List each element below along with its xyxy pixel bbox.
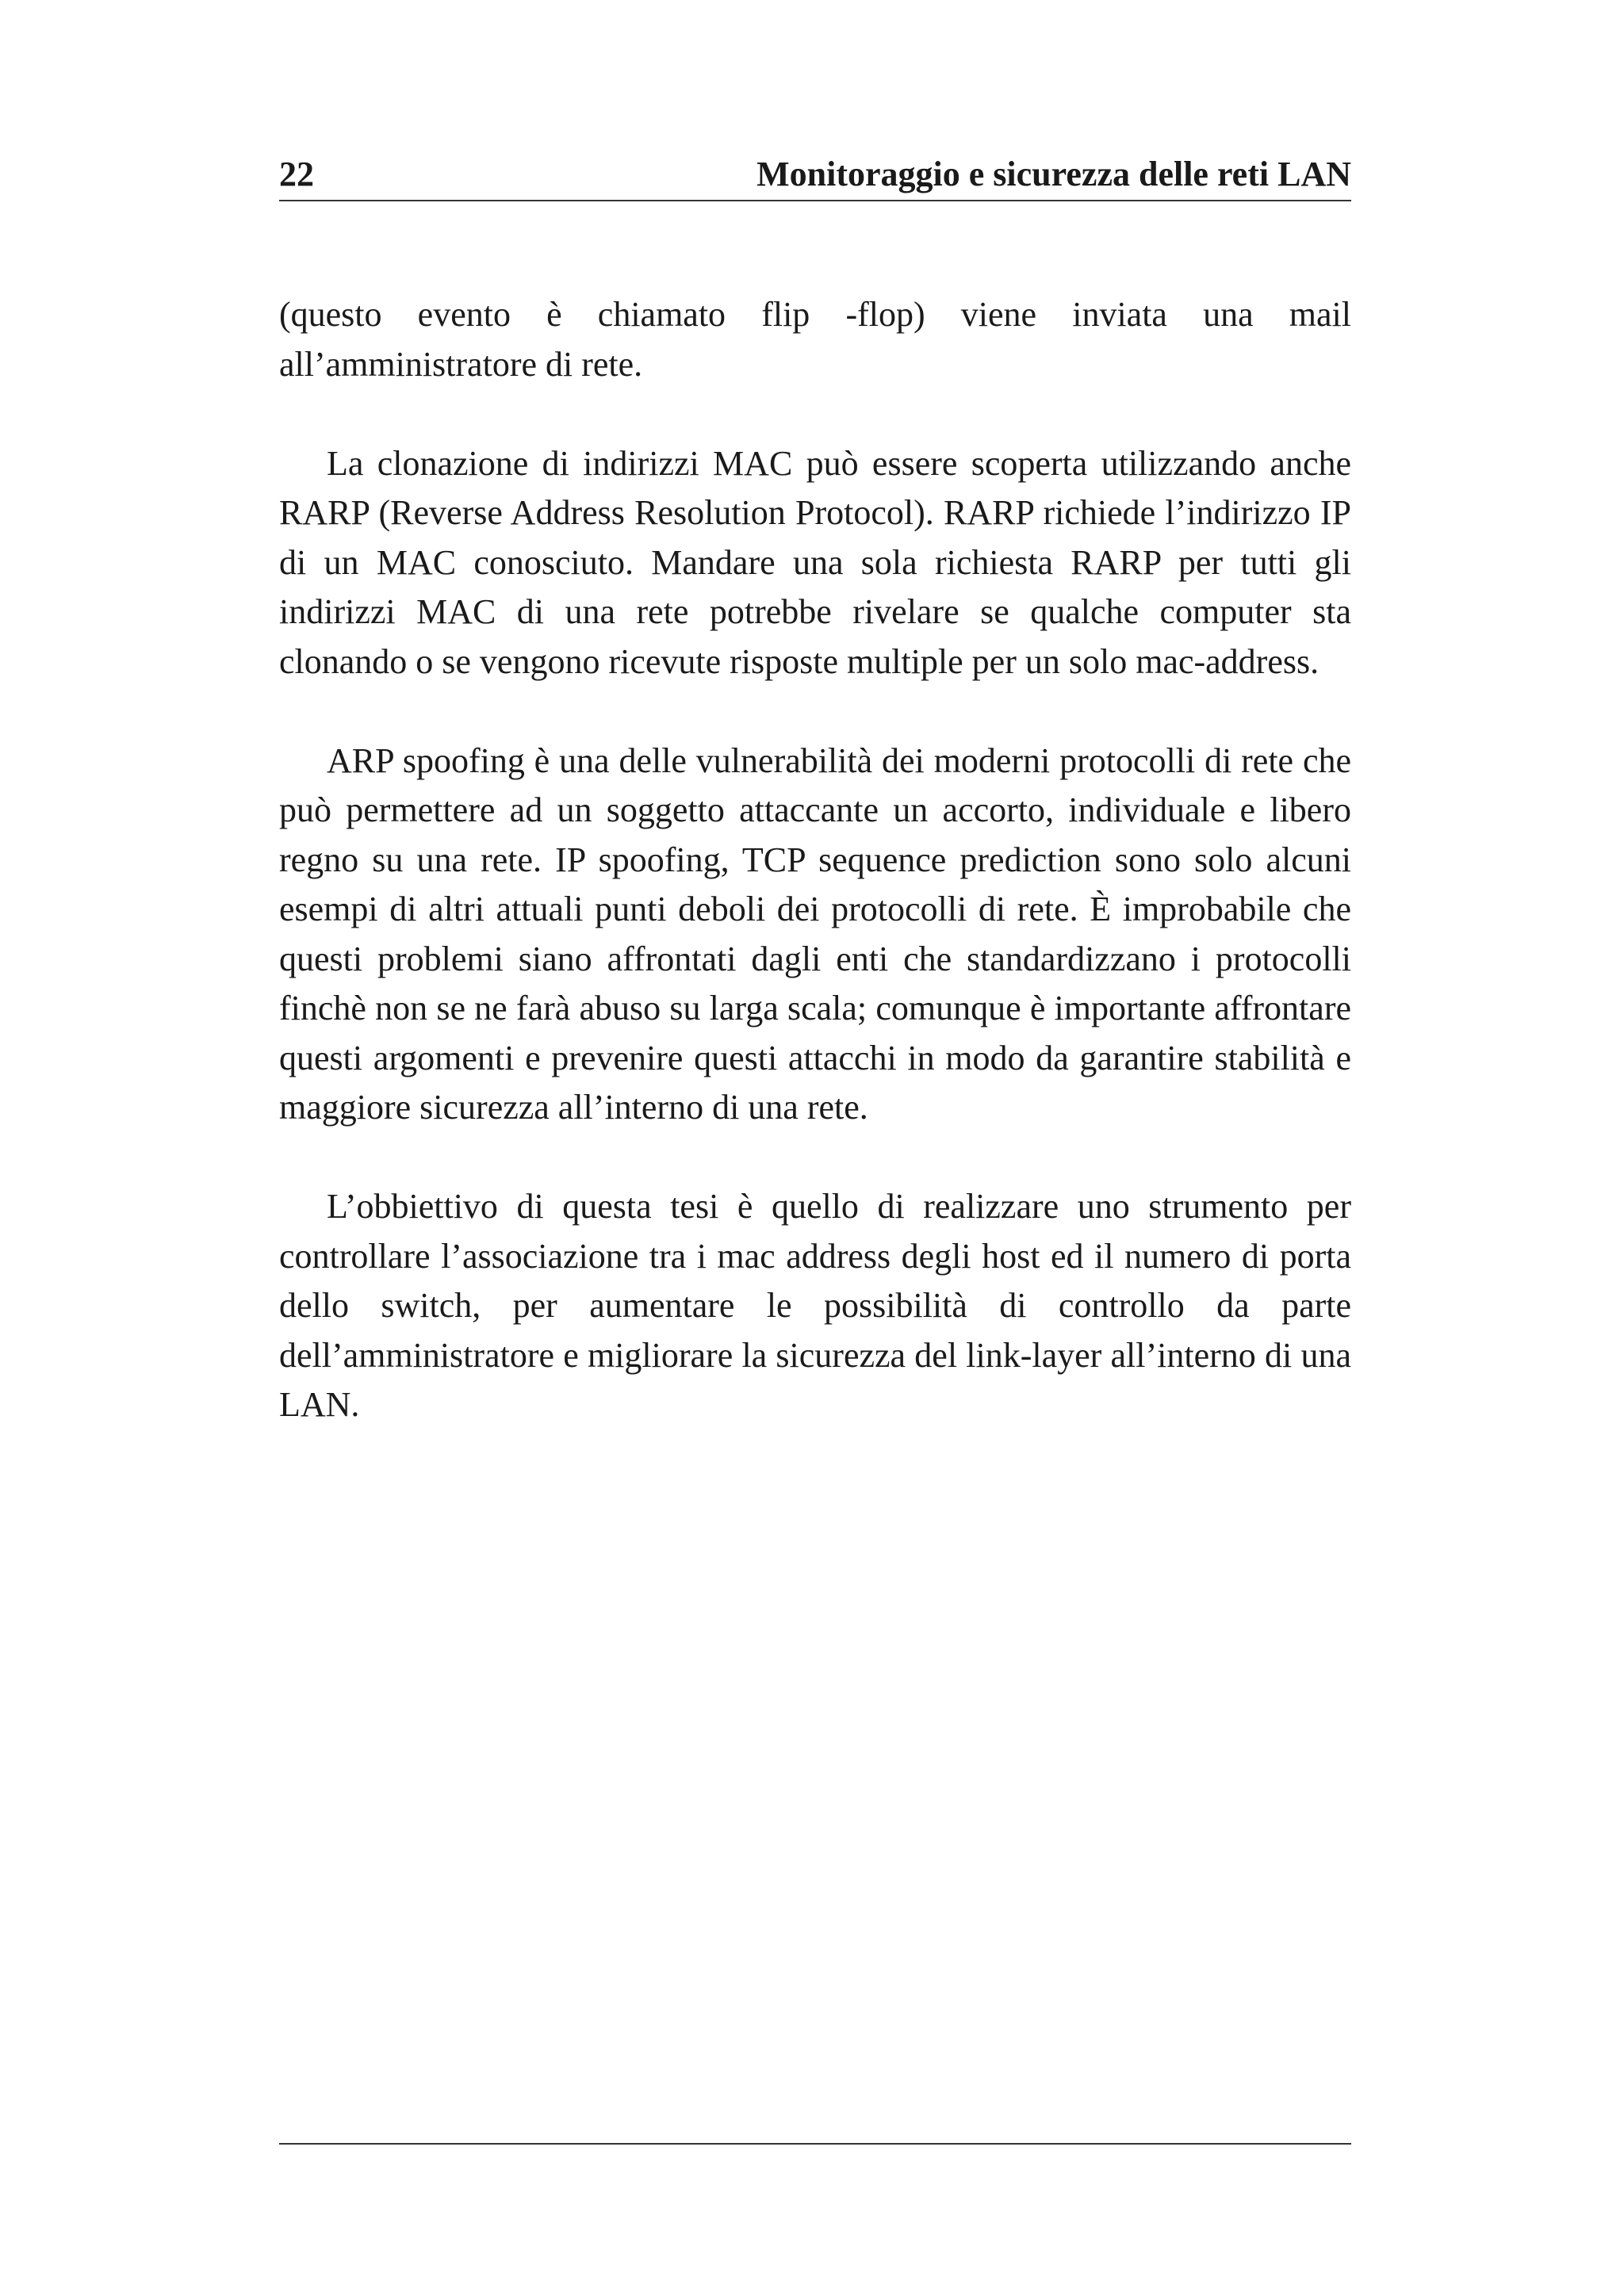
paragraph-thesis-objective: L’obbiettivo di questa tesi è quello di realizzare uno strumento per controllare l’associazione tra i mac address degli host ed il numero di porta dello switch, per aumentare le possibilità di controllo da parte dell’amministratore e migliorare la sicurezza del link-layer all’interno di una LAN.	[279, 1187, 1351, 1424]
body-text	[279, 290, 1351, 1479]
running-title: Monitoraggio e sicurezza delle reti LAN	[756, 155, 1351, 193]
paragraph-mac-cloning: La clonazione di indirizzi MAC può essere scoperta utilizzando anche RARP (Reverse Address Resolution Protocol). RARP richiede l’indirizzo IP di un MAC conosciuto. Mandare una sola richiesta RARP per tutti gli indirizzi MAC di una rete potrebbe rivelare se qualche computer sta clonando o se vengono ricevute risposte multiple per un solo mac-address.	[279, 443, 1351, 681]
footer-rule	[279, 2143, 1351, 2145]
running-header	[279, 155, 1351, 201]
paragraph-arp-spoofing: ARP spoofing è una delle vulnerabilità dei moderni protocolli di rete che può permettere ad un soggetto attaccante un accorto, individuale e libero regno su una rete. IP spoofing, TCP sequence prediction sono solo alcuni esempi di altri attuali punti deboli dei protocolli di rete. È improbabile che questi problemi siano affrontati dagli enti che standardizzano i protocolli finchè non se ne farà abuso su larga scala; comunque è importante affrontare questi argomenti e prevenire questi attacchi in modo da garantire stabilità e maggiore sicurezza all’interno di una rete.	[279, 740, 1351, 1127]
paragraph-continuation: (questo evento è chiamato flip -flop) viene inviata una mail all’amministratore di rete.	[279, 295, 1351, 384]
page-number: 22	[279, 155, 314, 193]
